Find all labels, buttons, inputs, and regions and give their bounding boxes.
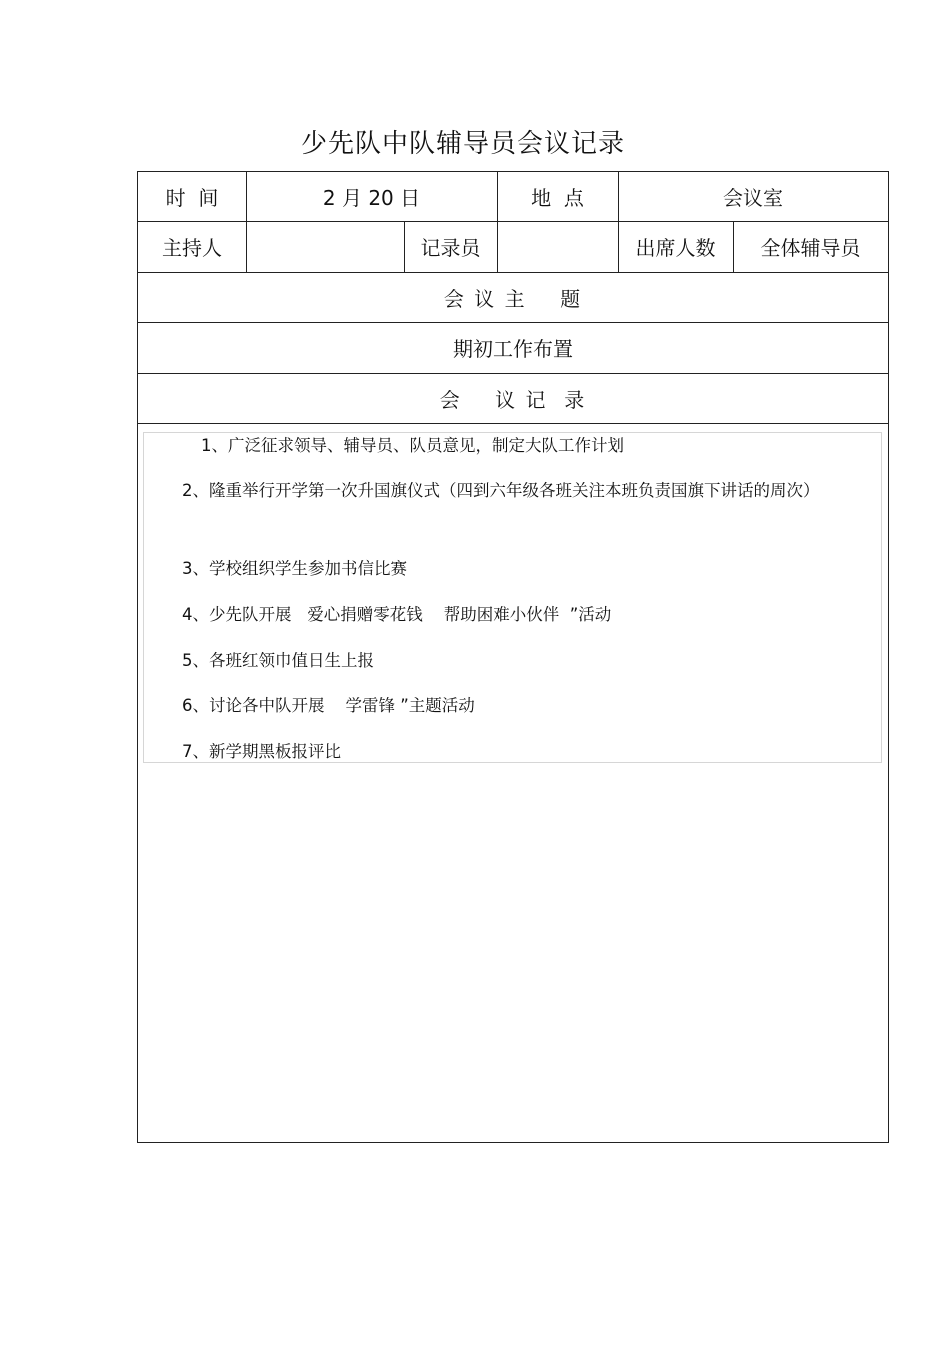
record-item-2: 2、隆重举行开学第一次升国旗仪式（四到六年级各班关注本班负责国旗下讲话的周次）	[182, 481, 820, 500]
row-divider	[138, 423, 888, 424]
attendance-value: 全体辅导员	[760, 236, 861, 260]
attendance-label: 出席人数	[635, 236, 716, 260]
host-label: 主持人	[162, 236, 222, 260]
record-item-1: 1、广泛征求领导、辅导员、队员意见，制定大队工作计划	[201, 436, 624, 455]
record-content	[143, 432, 882, 763]
meeting-record-table	[137, 171, 889, 1143]
place-value: 会议室	[723, 186, 783, 210]
record-item-3: 3、学校组织学生参加书信比赛	[182, 559, 407, 578]
document-title: 少先队中队辅导员会议记录	[300, 129, 625, 159]
time-label: 时 间	[165, 186, 219, 210]
recorder-label: 记录员	[420, 236, 481, 260]
recorder-value	[497, 221, 618, 272]
topic-value: 期初工作布置	[453, 337, 573, 361]
record-item-4: 4、少先队开展 爱心捐赠零花钱 帮助困难小伙伴 ”活动	[182, 605, 612, 624]
topic-heading: 会 议 主 题	[443, 286, 583, 311]
record-item-7: 7、新学期黑板报评比	[182, 742, 341, 761]
record-item-5: 5、各班红领巾值日生上报	[182, 651, 374, 670]
host-value	[246, 221, 404, 272]
time-value: 2 月 20 日	[322, 186, 421, 210]
record-item-6: 6、讨论各中队开展 学雷锋 ”主题活动	[182, 696, 475, 715]
record-heading: 会 议 记 录	[439, 387, 587, 412]
place-label: 地 点	[531, 186, 584, 210]
